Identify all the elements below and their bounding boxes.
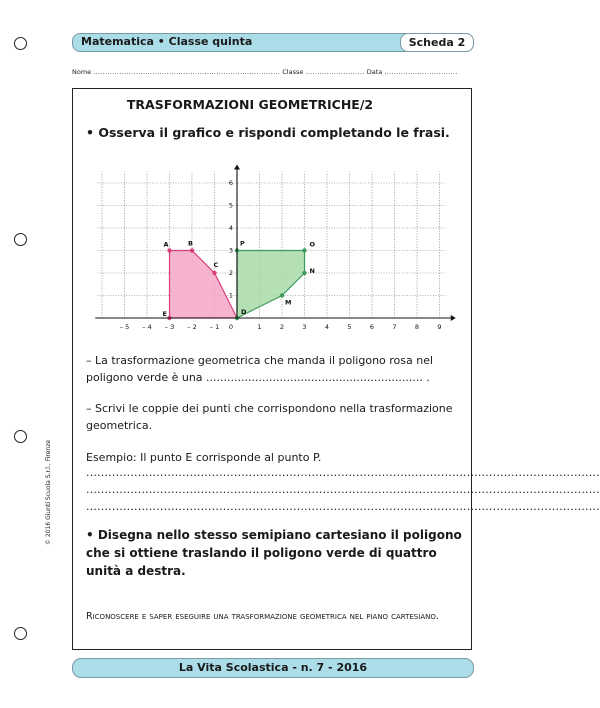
x-tick-label: 9 <box>437 323 442 331</box>
x-tick-label: 3 <box>302 323 307 331</box>
footer-bar: La Vita Scolastica - n. 7 - 2016 <box>72 658 474 678</box>
vertex-point <box>190 248 194 252</box>
page-title: TRASFORMAZIONI GEOMETRICHE/2 <box>126 97 374 112</box>
x-tick-label: 4 <box>324 323 330 331</box>
binder-hole-top <box>14 37 27 50</box>
vertex-point <box>167 248 171 252</box>
vertex-point <box>302 248 306 252</box>
answer-line[interactable]: ........................................................................................................................................... <box>86 500 600 513</box>
x-tick-label: 5 <box>347 323 352 331</box>
binder-hole-mid-upper <box>14 233 27 246</box>
y-tick-label: 6 <box>228 179 233 187</box>
answer-line[interactable]: ........................................................................................................................................... <box>86 466 600 479</box>
task-1-instruction: • Osserva il grafico e rispondi completando le frasi. <box>86 125 450 140</box>
x-tick-label: – 1 <box>209 323 220 331</box>
worksheet-tag: Scheda 2 <box>400 33 474 52</box>
y-tick-label: 4 <box>228 224 233 232</box>
vertex-label: A <box>163 240 169 249</box>
y-tick-label: 3 <box>228 246 233 255</box>
date-label: Data <box>366 68 383 76</box>
task-2-instruction: • Disegna nello stesso semipiano cartesiano il poligono che si ottiene traslando il poligono verde di quattro unità a destra. <box>86 528 462 578</box>
learning-objective: Riconoscere e saper eseguire una trasformazione geometrica nel piano cartesiano. <box>86 611 439 622</box>
pink-polygon <box>170 251 238 319</box>
vertex-label: B <box>188 239 193 248</box>
vertex-label: D <box>241 308 247 316</box>
student-info-row <box>72 68 458 76</box>
subject-label: Matematica • Classe quinta <box>81 35 253 48</box>
question-2: – Scrivi le coppie dei punti che corrispondono nella trasformazione geometrica. <box>86 402 453 432</box>
vertex-label: N <box>309 267 315 275</box>
question-1: – La trasformazione geometrica che manda il poligono rosa nel poligono verde è una .............................................................. . <box>86 354 434 384</box>
x-tick-label: – 2 <box>187 323 197 331</box>
green-polygon <box>237 251 305 319</box>
x-tick-label: 0 <box>228 323 234 331</box>
y-tick-label: 5 <box>228 201 233 210</box>
x-tick-label: – 3 <box>164 323 175 331</box>
x-axis-arrow <box>451 315 456 321</box>
x-tick-label: 6 <box>369 323 375 331</box>
cartesian-graph <box>86 168 462 344</box>
vertex-point <box>302 271 306 275</box>
x-tick-label: 8 <box>414 323 420 331</box>
vertex-label: O <box>309 240 316 249</box>
class-field[interactable]: ......................... <box>305 68 365 76</box>
answer-line[interactable]: ........................................................................................................................................... <box>86 483 600 496</box>
binder-hole-mid-lower <box>14 430 27 443</box>
class-label: Classe <box>282 68 304 76</box>
date-field[interactable]: ............................... <box>384 68 458 76</box>
header-bar <box>72 33 474 52</box>
vertex-label: M <box>285 298 292 307</box>
x-tick-label: 7 <box>392 323 397 331</box>
x-tick-label: 2 <box>279 323 285 331</box>
copyright-notice: © 2016 Giunti Scuola S.r.l., Firenze <box>45 439 52 545</box>
y-tick-label: 2 <box>228 269 233 277</box>
binder-hole-bottom <box>14 627 27 640</box>
y-tick-label: 1 <box>228 291 233 300</box>
x-tick-label: 1 <box>257 323 262 331</box>
x-tick-label: – 4 <box>142 323 152 331</box>
name-field[interactable]: ............................................................................... <box>93 68 281 76</box>
vertex-point <box>212 271 216 275</box>
vertex-label: P <box>240 239 245 248</box>
x-tick-label: – 5 <box>119 323 130 331</box>
example-text: Esempio: Il punto E corrisponde al punto P. <box>86 451 322 464</box>
vertex-label: E <box>162 310 167 318</box>
vertex-label: C <box>213 261 219 269</box>
vertex-point <box>280 293 284 297</box>
name-label: Nome <box>72 68 92 76</box>
